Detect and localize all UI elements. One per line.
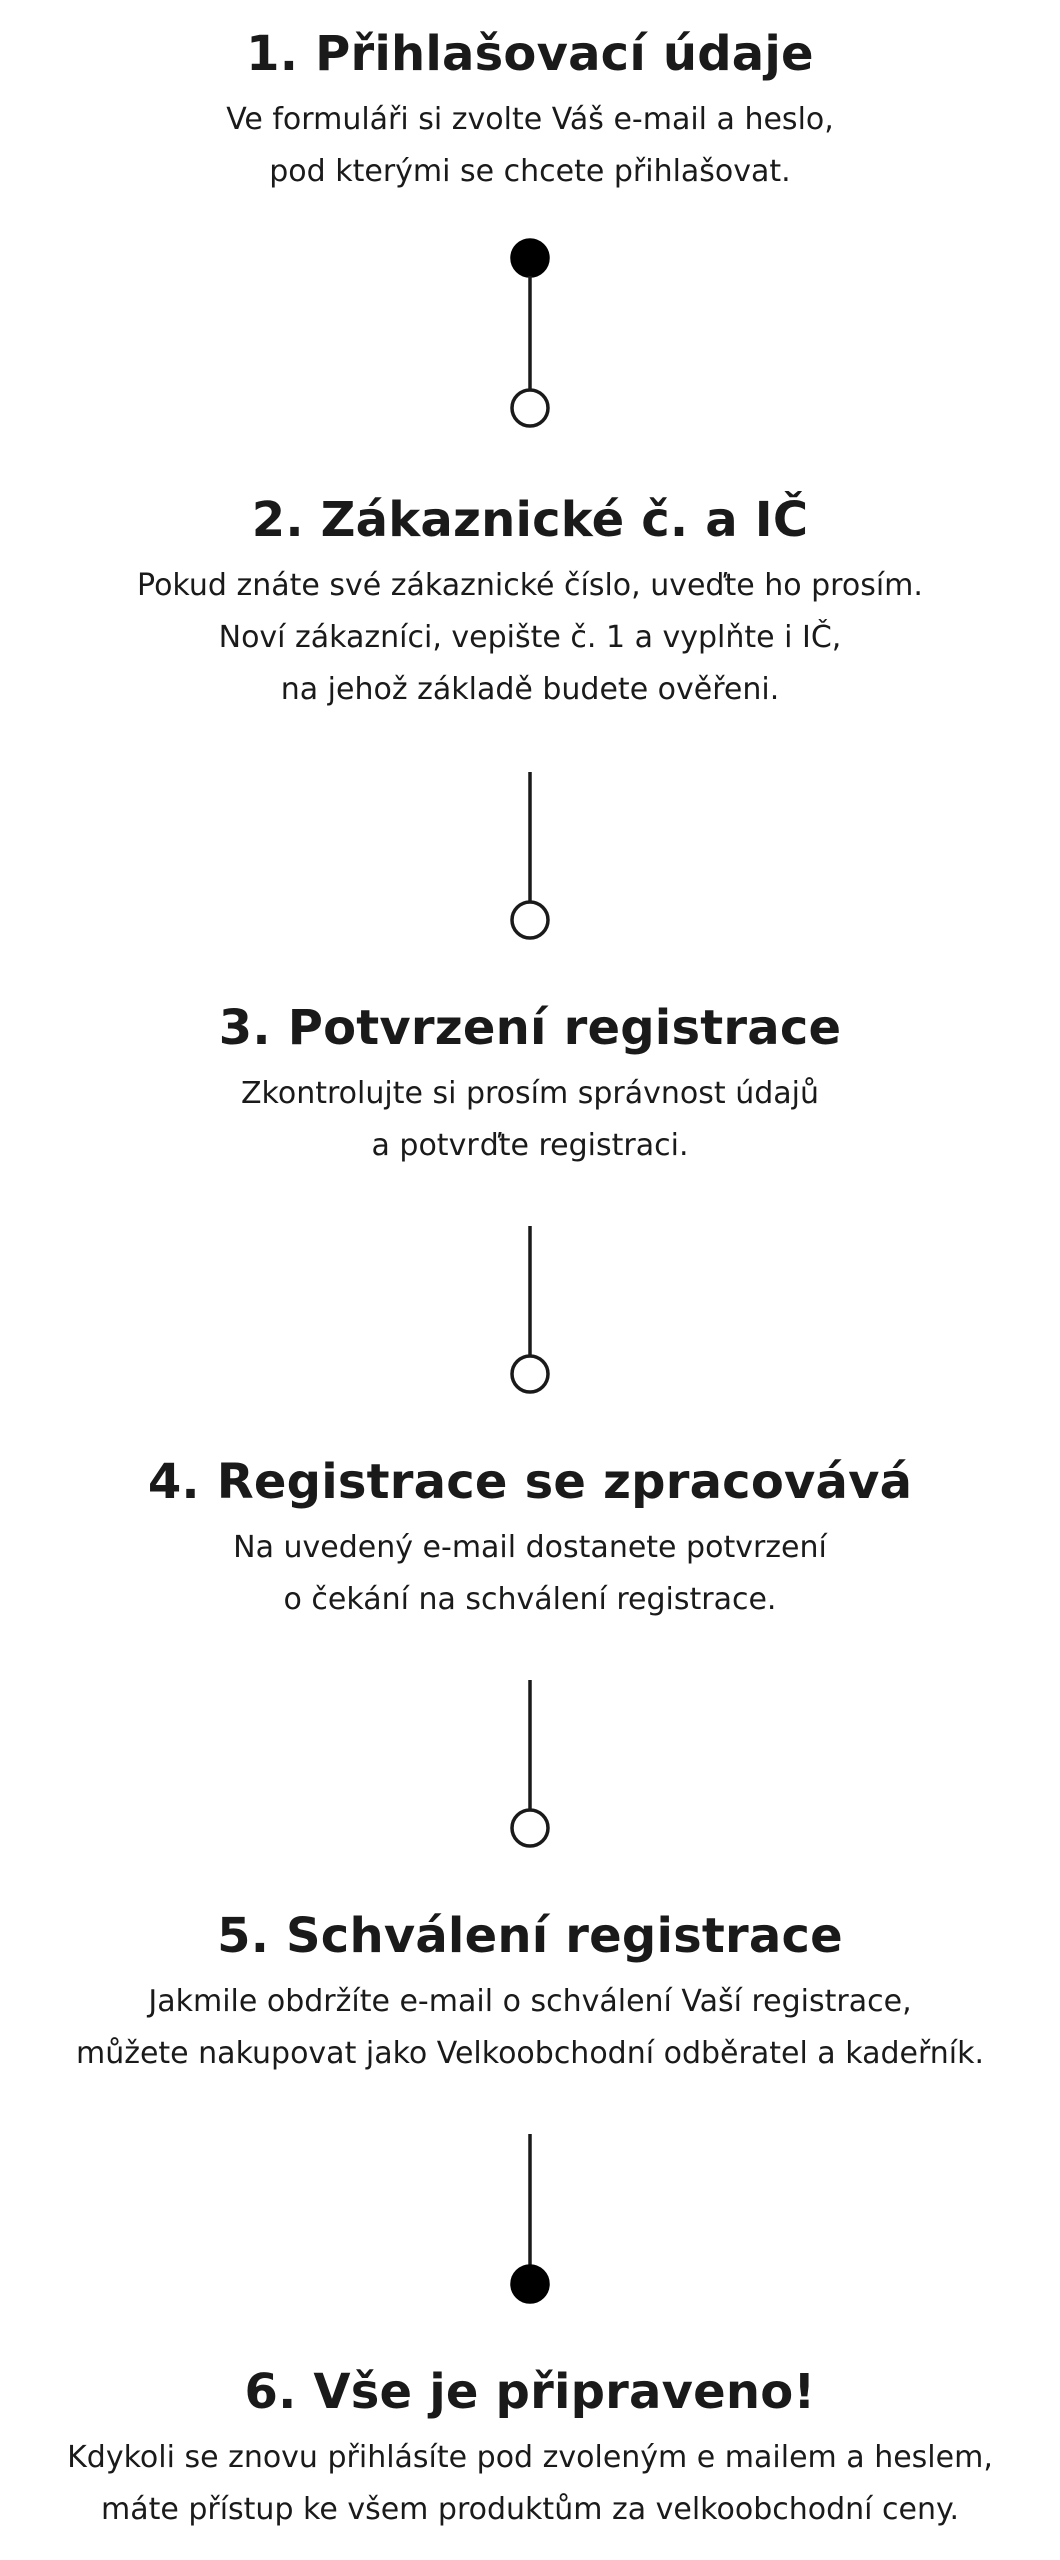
open-circle-icon <box>512 1810 548 1846</box>
open-circle-icon <box>512 390 548 426</box>
step-description-line: máte přístup ke všem produktům za velkoobchodní ceny. <box>100 2492 960 2527</box>
step-description-line: Kdykoli se znovu přihlásíte pod zvoleným e mailem a heslem, <box>67 2440 993 2475</box>
step-description-line: pod kterými se chcete přihlašovat. <box>269 154 791 189</box>
timeline-connector-3 <box>512 1226 548 1392</box>
timeline-connector-1 <box>512 240 548 426</box>
step-1 <box>0 24 1060 198</box>
step-description-line: můžete nakupovat jako Velkoobchodní odběratel a kadeřník. <box>75 2036 985 2071</box>
timeline-connector-4 <box>512 1680 548 1846</box>
step-description-line: a potvrďte registraci. <box>371 1128 689 1163</box>
step-title: 5. Schválení registrace <box>217 1908 843 1964</box>
filled-circle-icon <box>512 240 548 276</box>
step-5 <box>0 1906 1060 2080</box>
step-description <box>0 2432 1060 2536</box>
step-description-line: Noví zákazníci, vepište č. 1 a vyplňte i IČ, <box>218 620 842 655</box>
step-2 <box>0 490 1060 716</box>
open-circle-icon <box>512 902 548 938</box>
step-description-line: Na uvedený e-mail dostanete potvrzení <box>233 1530 827 1565</box>
step-6 <box>0 2362 1060 2536</box>
step-3 <box>0 998 1060 1172</box>
step-description-line: Jakmile obdržíte e-mail o schválení Vaší registrace, <box>148 1984 912 2019</box>
step-description <box>0 1522 1060 1626</box>
open-circle-icon <box>512 1356 548 1392</box>
step-4 <box>0 1452 1060 1626</box>
timeline-connector-2 <box>512 772 548 938</box>
step-description <box>0 94 1060 198</box>
step-description-line: na jehož základě budete ověřeni. <box>280 672 780 707</box>
step-title: 2. Zákaznické č. a IČ <box>251 492 809 548</box>
filled-circle-icon <box>512 2266 548 2302</box>
step-title: 3. Potvrzení registrace <box>218 1000 842 1056</box>
step-description-line: Zkontrolujte si prosím správnost údajů <box>241 1076 819 1111</box>
step-description-line: o čekání na schválení registrace. <box>283 1582 777 1617</box>
step-description <box>0 1976 1060 2080</box>
step-description-line: Pokud znáte své zákaznické číslo, uveďte ho prosím. <box>137 568 923 603</box>
step-title: 1. Přihlašovací údaje <box>246 26 814 82</box>
step-description <box>0 1068 1060 1172</box>
step-title: 4. Registrace se zpracovává <box>147 1454 913 1510</box>
step-title: 6. Vše je připraveno! <box>244 2364 816 2420</box>
step-description-line: Ve formuláři si zvolte Váš e-mail a heslo, <box>226 102 834 137</box>
step-description <box>0 560 1060 716</box>
timeline-connector-5 <box>512 2134 548 2302</box>
